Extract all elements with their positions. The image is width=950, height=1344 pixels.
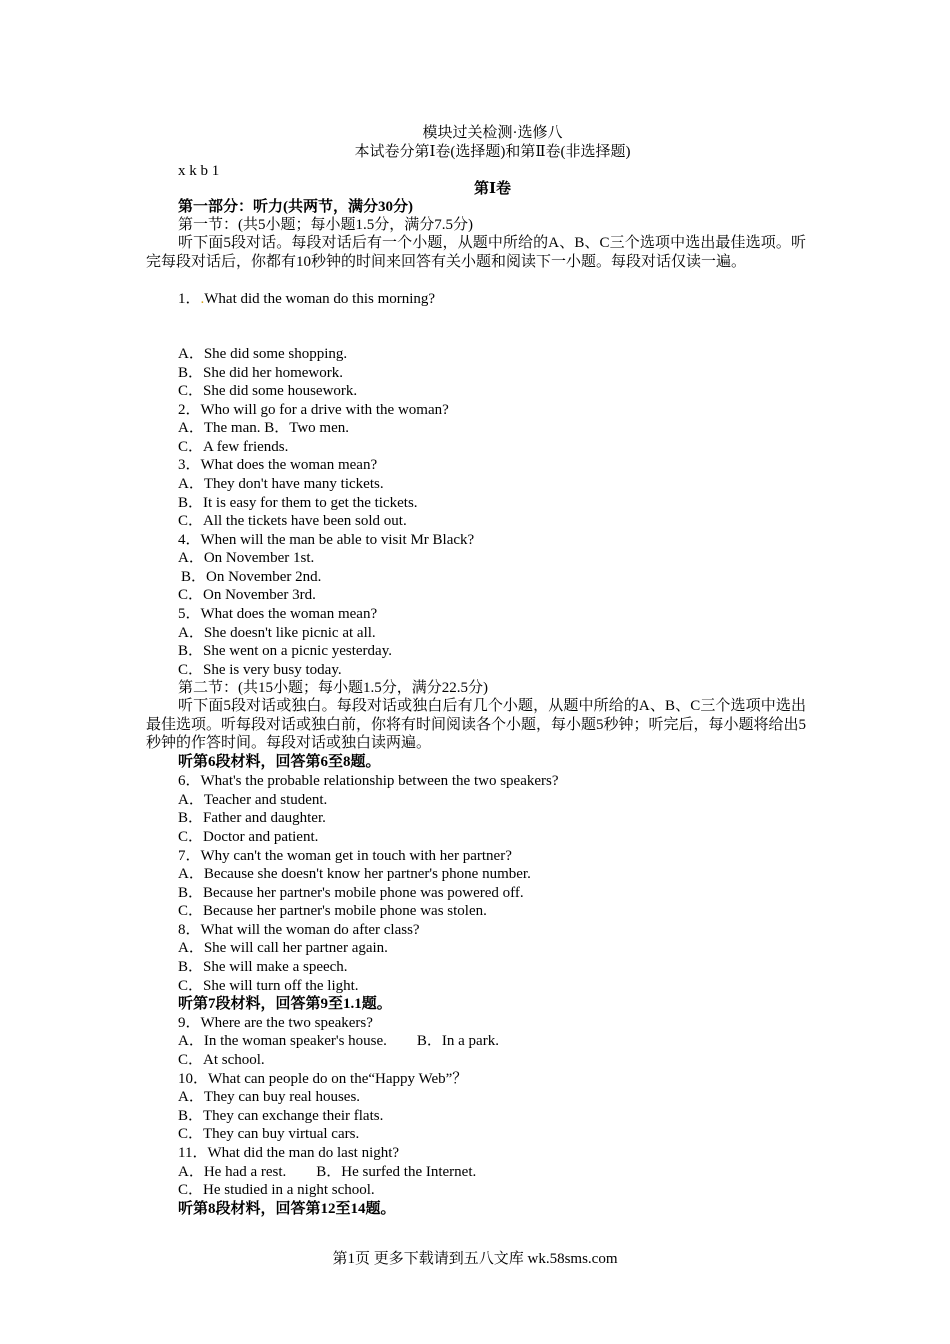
option-line: B．She will make a speech. <box>178 959 348 975</box>
option-line: A．She will call her partner again. <box>178 940 388 956</box>
question-line: 2．Who will go for a drive with the woman? <box>178 402 449 418</box>
question-1-number: 1． <box>178 291 201 307</box>
section2-instruction: 听下面5段对话或独白。每段对话或独白后有几个小题，从题中所给的A、B、C三个选项中选出最佳选项。听每段对话或独白前，你将有时间阅读各个小题，每小题5秒钟；听完后，每小题将给出5秒钟的作答时间。每段对话或独白读两遍。 <box>146 698 807 751</box>
watermark-code: x k b 1 <box>178 163 220 179</box>
material-heading: 听第7段材料，回答第9至1.1题。 <box>178 996 392 1012</box>
question-line: 9．Where are the two speakers? <box>178 1015 373 1031</box>
stray-dot: . <box>200 291 205 307</box>
part1-title: 第一部分：听力(共两节，满分30分) <box>178 199 413 215</box>
question-line: 5．What does the woman mean? <box>178 606 378 622</box>
option-line: A．They don't have many tickets. <box>178 476 384 492</box>
page-footer: 第1页 更多下载请到五八文库 wk.58sms.com <box>332 1251 618 1267</box>
question-1 <box>178 290 435 308</box>
section1-title: 第一节：(共5小题；每小题1.5分，满分7.5分) <box>178 217 473 233</box>
material-heading: 听第6段材料，回答第6至8题。 <box>178 754 381 770</box>
option-line: B．On November 2nd. <box>181 569 322 585</box>
option-line: A．She doesn't like picnic at all. <box>178 625 376 641</box>
option-line: C．She did some housework. <box>178 383 358 399</box>
option-line: C．They can buy virtual cars. <box>178 1126 360 1142</box>
option-line: C．A few friends. <box>178 439 289 455</box>
option-line: C．At school. <box>178 1052 265 1068</box>
option-line: A．Teacher and student. <box>178 792 328 808</box>
question-line: 8．What will the woman do after class? <box>178 922 420 938</box>
document-subtitle: 本试卷分第Ⅰ卷(选择题)和第Ⅱ卷(非选择题) <box>354 144 631 160</box>
option-line: B．She went on a picnic yesterday. <box>178 643 392 659</box>
option-line: A．Because she doesn't know her partner's phone number. <box>178 866 531 882</box>
question-line: 4．When will the man be able to visit Mr Black? <box>178 532 475 548</box>
document-title: 模块过关检测·选修八 <box>422 125 563 141</box>
material-heading: 听第8段材料，回答第12至14题。 <box>178 1201 396 1217</box>
section1-instruction: 听下面5段对话。每段对话后有一个小题，从题中所给的A、B、C三个选项中选出最佳选项。听完每段对话后，你都有10秒钟的时间来回答有关小题和阅读下一小题。每段对话仅读一遍。 <box>146 235 806 270</box>
option-line: C．Doctor and patient. <box>178 829 319 845</box>
option-line: A．The man. B．Two men. <box>178 420 350 436</box>
option-line: C．He studied in a night school. <box>178 1182 375 1198</box>
section2-title: 第二节：(共15小题；每小题1.5分，满分22.5分) <box>178 680 488 696</box>
option-line: B．Because her partner's mobile phone was powered off. <box>178 885 524 901</box>
option-line: C．On November 3rd. <box>178 587 316 603</box>
option-line: C．Because her partner's mobile phone was stolen. <box>178 903 487 919</box>
option-line: B．She did her homework. <box>178 365 343 381</box>
option-line: B．They can exchange their flats. <box>178 1108 384 1124</box>
question-line: 6．What's the probable relationship between the two speakers? <box>178 773 559 789</box>
question-line: 11．What did the man do last night? <box>178 1145 400 1161</box>
option-line: C．She is very busy today. <box>178 662 342 678</box>
option-line: B．Father and daughter. <box>178 810 326 826</box>
question-line: 7．Why can't the woman get in touch with her partner? <box>178 848 512 864</box>
option-line: A．He had a rest. B．He surfed the Internet. <box>178 1164 477 1180</box>
option-line: B．It is easy for them to get the tickets. <box>178 495 418 511</box>
option-line: C．She will turn off the light. <box>178 978 359 994</box>
option-line: A．In the woman speaker's house. B．In a park. <box>178 1033 499 1049</box>
option-line: A．She did some shopping. <box>178 346 348 362</box>
option-line: A．On November 1st. <box>178 550 315 566</box>
volume-heading: 第Ⅰ卷 <box>473 181 512 197</box>
option-line: A．They can buy real houses. <box>178 1089 361 1105</box>
question-1-text: What did the woman do this morning? <box>204 291 436 307</box>
option-line: C．All the tickets have been sold out. <box>178 513 407 529</box>
question-line: 3．What does the woman mean? <box>178 457 378 473</box>
question-line: 10．What can people do on the“Happy Web”？ <box>178 1071 468 1087</box>
